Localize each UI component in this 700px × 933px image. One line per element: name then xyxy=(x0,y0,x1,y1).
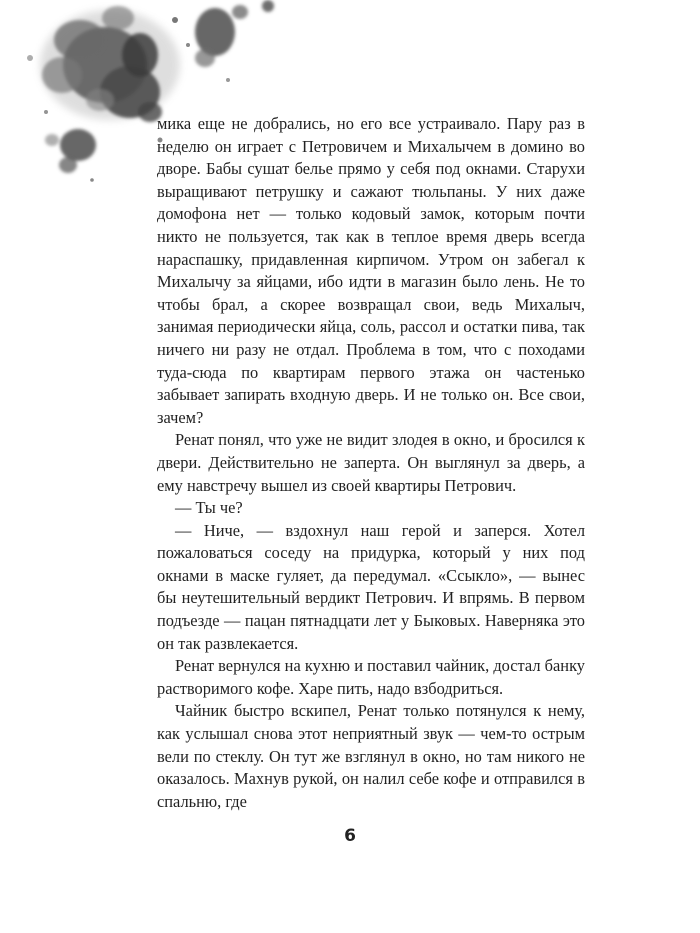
paragraph: Ренат понял, что уже не видит злодея в окно, и бросился к двери. Действительно не заперта. Он выглянул за дверь, а ему навстречу вышел из своей квартиры Петрович. xyxy=(157,430,585,495)
paragraph: — Ниче, — вздохнул наш герой и заперся. Хотел пожаловаться соседу на придурка, который у них под окнами в маске гуляет, да передумал. «Ссыкло», — вынес бы неутешительный вердикт Петрович. И впрямь. В первом подъезде — пацан пятнадцати лет у Быковых. Наверняка это он так развлекается. xyxy=(157,520,585,653)
paragraph: мика еще не добрались, но его все устраивало. Пару раз в неделю он играет с Петровичем и Михалычем в домино во дворе. Бабы сушат белье прямо у себя под окнами. Старухи выращивают петрушку и сажают тюльпаны. У них даже домофона нет — только кодовый замок, которым почти никто не пользуется, так как в теплое время дверь всегда нараспашку, придавленная кирпичом. Утром он забегал к Михалычу за яйцами, ибо идти в магазин было лень. Не то чтобы брал, а скорее возвращал свои, ведь Михалыч, занимая периодически яйца, соль, рассол и остатки пива, так ничего ни разу не отдал. Проблема в том, что с походами туда-сюда по квартирам первого этажа он частенько забывает запирать входную дверь. И не только он. Все свои, зачем? xyxy=(157,114,585,427)
paragraph: Чайник быстро вскипел, Ренат только потянулся к нему, как услышал снова этот неприятный звук — чем-то острым вели по стеклу. Он тут же взглянул в окно, но там никого не оказалось. Махнув рукой, он налил себе кофе и отправился в спальню, где xyxy=(157,701,585,811)
page-number: 6 xyxy=(344,826,356,846)
paragraph: Ренат вернулся на кухню и поставил чайник, достал банку растворимого кофе. Харе пить, надо взбодриться. xyxy=(157,656,585,698)
paragraph: — Ты че? xyxy=(175,498,243,518)
body-text xyxy=(157,113,585,813)
